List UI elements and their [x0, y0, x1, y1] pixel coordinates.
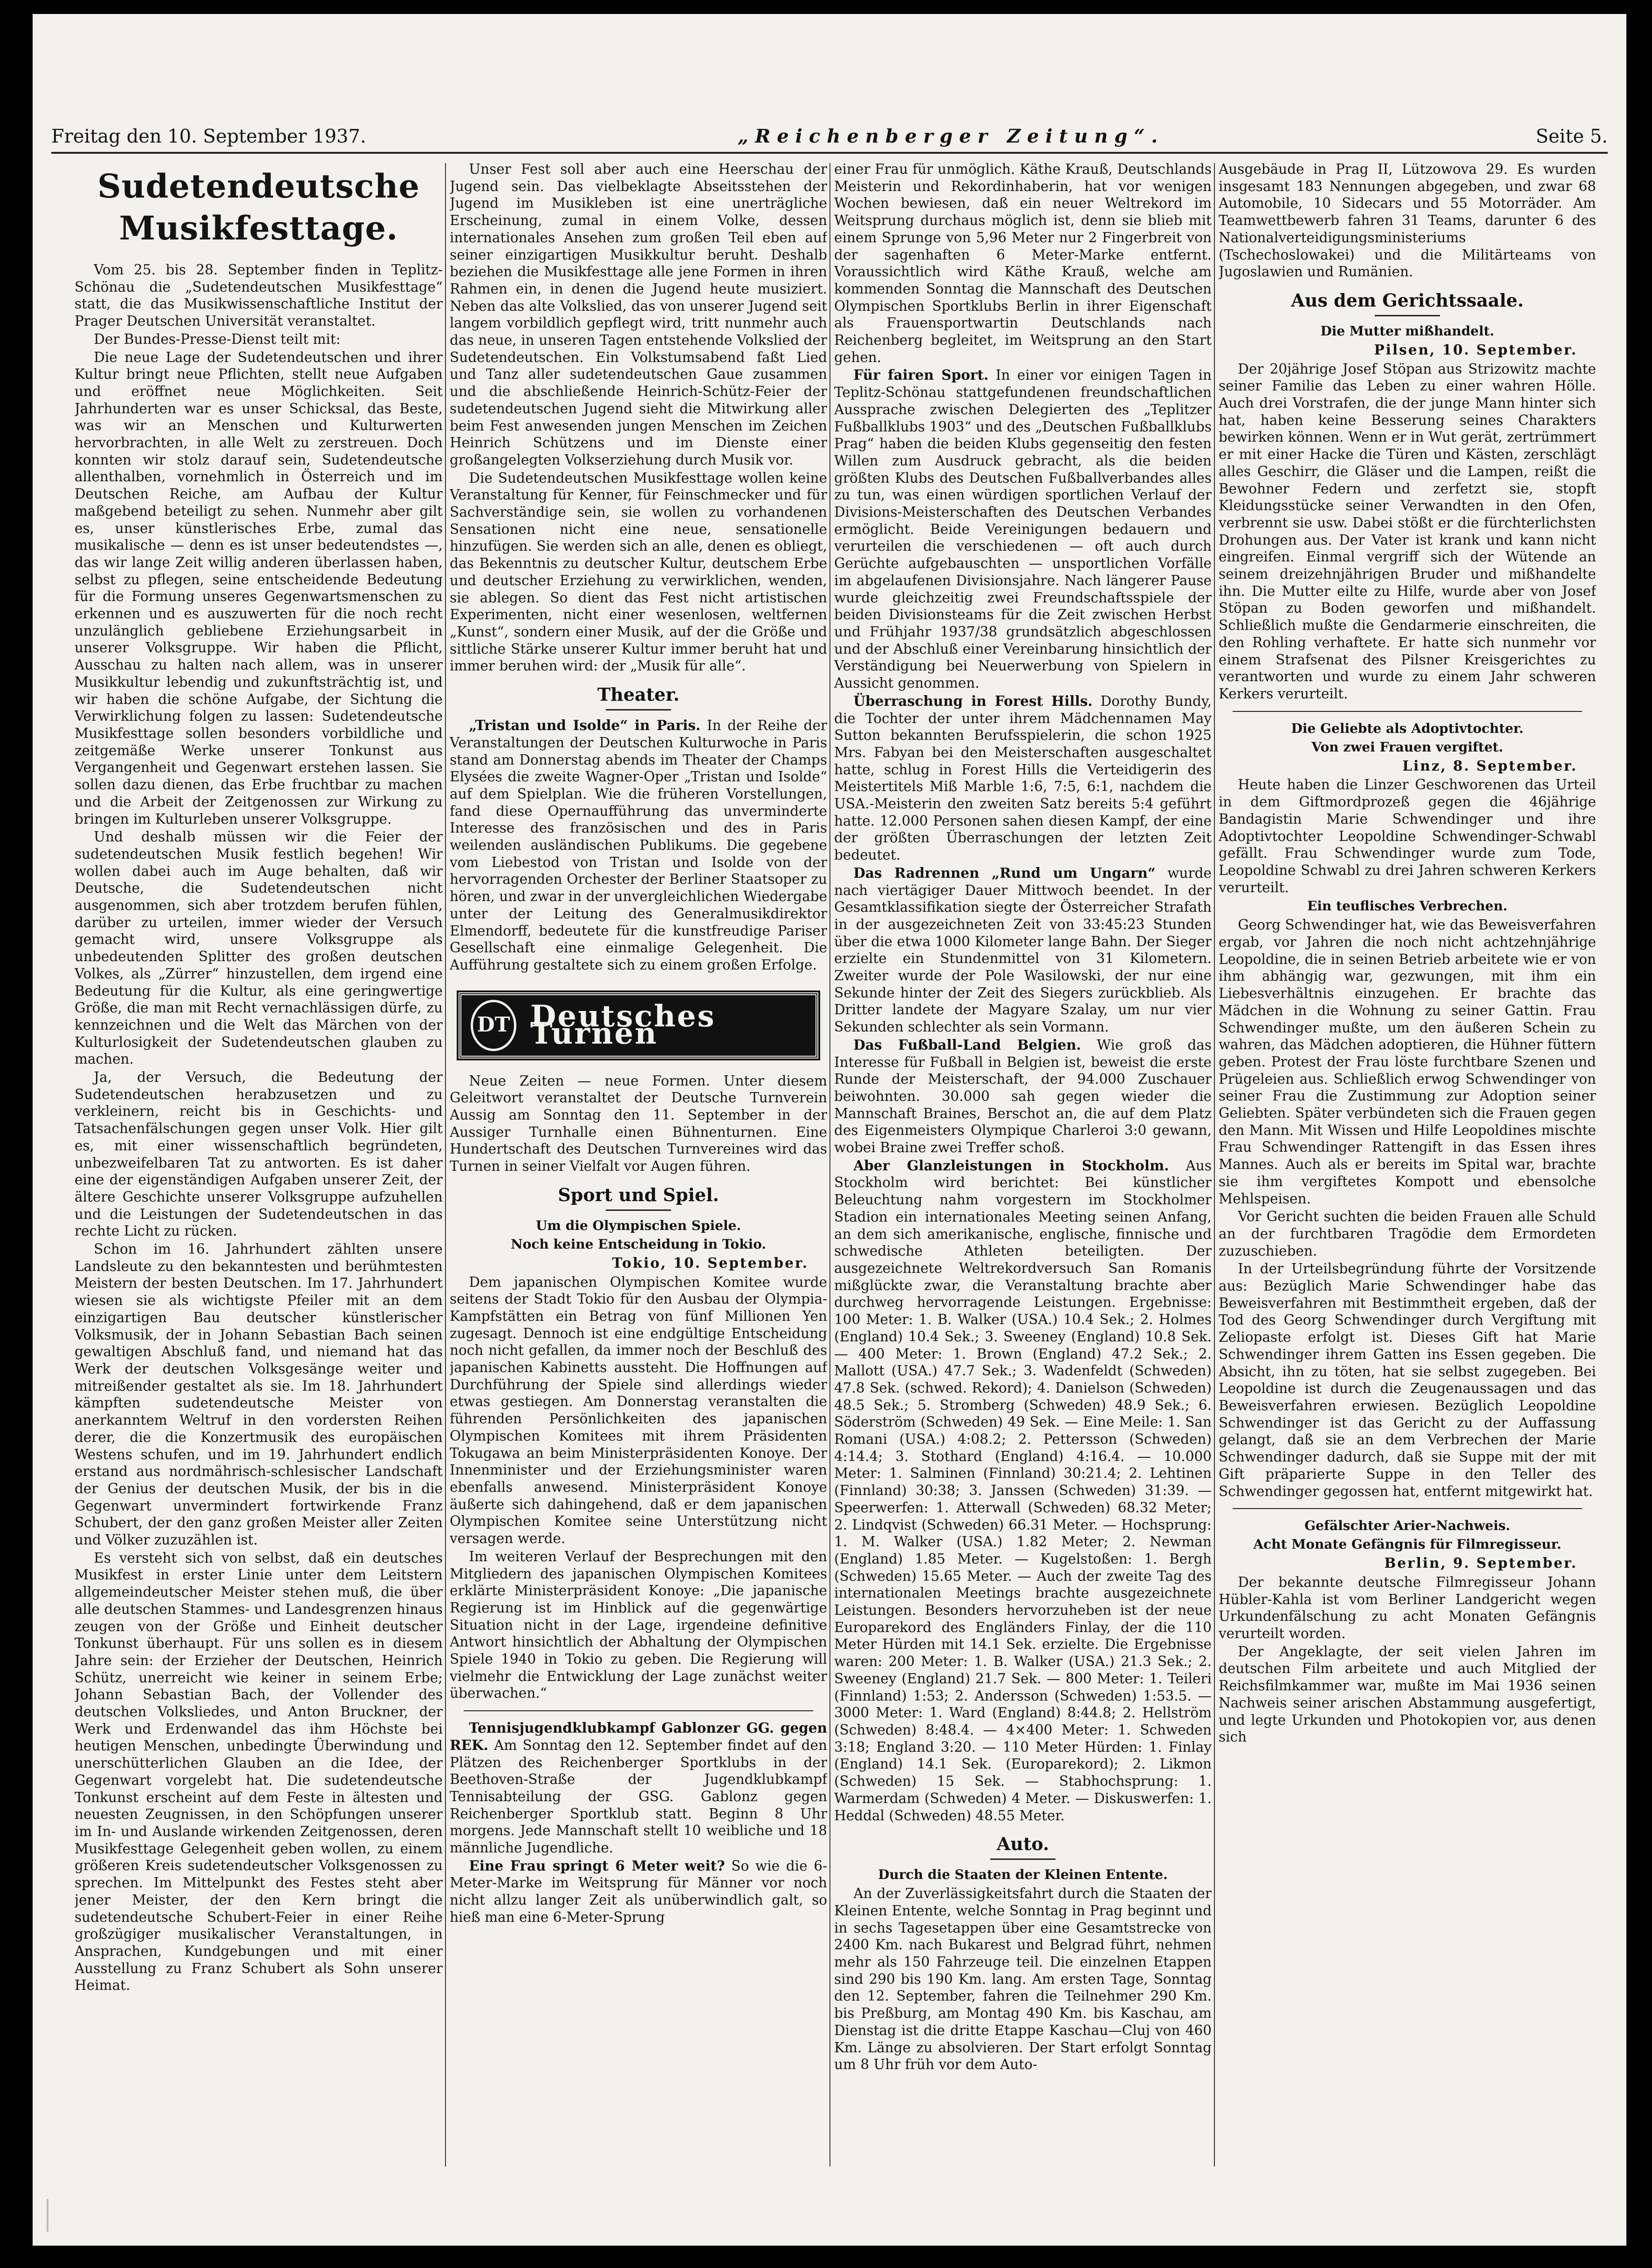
divider — [464, 1710, 813, 1711]
article-paragraph: Die Sudetendeutschen Musikfesttage wollen keine Veranstaltung für Kenner, für Feinschmecker und für Sachverständige sein, sie wollen zu vorhandenen Sensationen nicht eine neue, sensationelle hinzufügen. Sie werden sich an alle, denen es obliegt, das Bekenntnis zu deutscher Kultur, deutschem Erbe und deutscher Erziehung zu verwirklichen, wenden, sie ablegen. So dient das Fest nicht artistischen Experimenten, nicht einer wesenlosen, weltfernen „Kunst“, sondern einer Musik, auf der die Größe und sittliche Stärke unserer Kultur immer beruht hat und immer beruhen wird: der „Musik für alle“. — [450, 470, 827, 674]
article-text: Am Sonntag den 12. September findet auf den Plätzen des Reichenberger Sportklubs in der Beethoven-Straße der Jugendklubkampf Tennisabteilung der GSG. Gablonz gegen Reichenberger Sportklub statt. Beginn 8 Uhr morgens. Jede Mannschaft stellt 10 weibliche und 18 männliche Jugendliche. — [450, 1737, 827, 1856]
column-4 — [1219, 161, 1596, 2164]
dateline: Linz, 8. September. — [1402, 757, 1577, 774]
margin-mark — [47, 2199, 48, 2232]
article-text: Georg Schwendinger hat, wie das Beweisverfahren ergab, vor Jahren die noch nicht achtzehnjährige Leopoldine, die in seinen Betrieb arbeitete wie er von ihm abhängig war, gezwungen, mit ihm ein Liebesverhältnis einzugehen. Er brachte das Mädchen in die Wohnung zu seiner Gattin. Frau Schwendinger mußte, um den äußeren Schein zu wahren, das Mädchen adoptieren, die Hühner füttern geben. Protest der Frau löste furchtbare Szenen und Prügeleien aus. Schließlich erwog Schwendinger von seiner Frau die Zustimmung zur Adoption seiner Geliebten. Später verbündeten sich die Frauen gegen den Mann. Mit Wissen und Hilfe Leopoldines mischte Frau Schwendinger Rattengift in das Essen ihres Mannes. Auch als er bereits im Spital war, brachte sie ihm vergiftetes Kompott und ebensolche Mehlspeisen. — [1219, 917, 1596, 1207]
article-text: In der Urteilsbegründung führte der Vorsitzende aus: Bezüglich Marie Schwendinger habe das Beweisverfahren mit Bestimmtheit ergeben, daß der Tod des Georg Schwendinger durch Vergiftung mit Zeliopaste erfolgt ist. Dieses Gift hat Marie Schwendinger ihrem Gatten ins Essen gegeben. Die Absicht, ihn zu töten, hat sie selbst zugegeben. Bei Leopoldine ist durch die Zeugenaussagen und das Beweisverfahren erwiesen. Bezüglich Leopoldine Schwendinger ist das Gericht zu der Auffassung gelangt, daß sie an dem Verbrechen der Marie Schwendinger dadurch, daß sie Suppe mit der mit Gift präparierte Suppe in den Teller des Schwendinger gegossen hat, entfernt mitgewirkt hat. — [1219, 1261, 1596, 1499]
article-title: Die Mutter mißhandelt. — [1320, 323, 1494, 339]
article-title: Für fairen Sport. — [853, 367, 989, 383]
article-text: Dem japanischen Olympischen Komitee wurde seitens der Stadt Tokio für den Ausbau der Olympia-Kampfstätten ein Betrag von fünf Millionen Yen zugesagt. Dennoch ist eine endgültige Entscheidung noch nicht gefallen, da immer noch der Beschluß des japanischen Kabinetts aussteht. Die Hoffnungen auf Durchführung der Spiele sind allerdings wieder etwas gestiegen. Am Donnerstag veranstalten die führenden Persönlichkeiten des japanischen Olympischen Komitees mit ihrem Präsidenten Tokugawa an beim Ministerpräsidenten Konoye. Der Innenminister und der Erziehungsminister waren ebenfalls anwesend. Ministerpräsident Konoye äußerte sich dahingehend, daß er dem japanischen Olympischen Komitee seine Unterstützung nicht versagen werde. — [450, 1274, 827, 1547]
page-header — [51, 121, 1608, 154]
section-heading-sport: Sport und Spiel. — [558, 1184, 719, 1205]
heading-underline — [1375, 315, 1440, 316]
heading-underline — [606, 1209, 671, 1211]
article-text: Im weiteren Verlauf der Besprechungen mit den Mitgliedern des japanischen Olympischen Komitees erklärte Ministerpräsident Konoye: „Die japanische Regierung ist im Hinblick auf die gegenwärtige Situation nicht in der Lage, irgendeine definitive Antwort hinsichtlich der Abhaltung der Olympischen Spiele 1940 in Tokio zu geben. Die Regierung will vielmehr die Entwicklung der Lage zunächst weiter überwachen.“ — [450, 1548, 827, 1701]
article-subtitle: Ein teuflisches Verbrechen. — [1307, 898, 1508, 914]
article-text: Der bekannte deutsche Filmregisseur Johann Hübler-Kahla ist vom Berliner Landgericht wegen Urkundenfälschung zu acht Monaten Gefängnis verurteilt worden. — [1219, 1574, 1596, 1642]
article-title: Das Fußball-Land Belgien. — [853, 1036, 1081, 1053]
article-text: In einer vor einigen Tagen in Teplitz-Schönau stattgefundenen freundschaftlichen Aussprache zwischen Delegierten des „Teplitzer Fußballklubs 1903“ und des „Deutschen Fußballklubs Prag“ haben die beiden Klubs gegenseitig den festen Willen zum Ausdruck gebracht, als die beiden größten Klubs des Deutschen Fußballverbandes alles zu tun, was einen würdigen sportlichen Verlauf der Divisions-Meisterschaften des Deutschen Verbandes ermöglicht. Beide Vereinigungen bedauern und verurteilen die verschiedenen — oft auch durch Gerüchte aufgebauschten — unsportlichen Vorfälle im abgelaufenen Divisionsjahre. Nach längerer Pause wurde gleichzeitig zwei Freundschaftsspiele der beiden Divisionsteams für die Zeit zwischen Herbst und Frühjahr 1937/38 grundsätzlich abgeschlossen und der Abschluß einer Vereinbarung hinsichtlich der Verständigung bei Neuerwerbung von Spielern in Aussicht genommen. — [834, 367, 1212, 691]
article-text: Aus Stockholm wird berichtet: Bei künstlicher Beleuchtung nahm vorgestern im Stockholmer Stadion ein internationales Meeting seinen Anfang, an dem sich amerikanische, englische, finnische und schwedische Athleten beteiligten. Der ausgezeichnete Weltrekordversuch San Romanis mißglückte zwar, die Veranstaltung brachte aber durchweg hervorragende Leistungen. Ergebnisse: 100 Meter: 1. B. Walker (USA.) 10.4 Sek.; 2. Holmes (England) 10.4 Sek.; 3. Sweeney (England) 10.8 Sek. — 400 Meter: 1. Brown (England) 47.2 Sek.; 2. Mallott (USA.) 47.7 Sek.; 3. Wadenfeldt (Schweden) 47.8 Sek. (schwed. Rekord); 4. Danielson (Schweden) 48.5 Sek.; 5. Stromberg (Schweden) 48.9 Sek.; 6. Söderström (Schweden) 49 Sek. — Eine Meile: 1. San Romani (USA.) 4:08.2; 2. Pettersson (Schweden) 4:14.4; 3. Stothard (England) 4:16.4. — 10.000 Meter: 1. Salminen (Finnland) 30:21.4; 2. Lehtinen (Finnland) 30:38; 3. Janssen (Schweden) 31:39. — Speerwerfen: 1. Atterwall (Schweden) 68.32 Meter; 2. Lindqvist (Schweden) 66.31 Meter. — Hochsprung: 1. M. Walker (USA.) 1.82 Meter; 2. Newman (England) 1.85 Meter. — Kugelstoßen: 1. Bergh (Schweden) 15.65 Meter. — Auch der zweite Tag des internationalen Meetings brachte ausgezeichnete Leistungen. Besonders hervorzuheben ist der neue Europarekord des Engländers Finlay, der die 110 Meter Hürden mit 14.1 Sek. erzielte. Die Ergebnisse waren: 200 Meter: 1. B. Walker (USA.) 21.3 Sek.; 2. Sweeney (England) 21.7 Sek. — 800 Meter: 1. Teileri (Finnland) 1:53; 2. Andersson (Schweden) 1:53.5. — 3000 Meter: 1. Ward (England) 8:44.8; 2. Hellström (Schweden) 8:48.4. — 4×400 Meter: 1. Schweden 3:18; England 3:20. — 110 Meter Hürden: 1. Finlay (England) 14.1 Sek. (Europarekord); 2. Likmon (Schweden) 15 Sek. — Stabhochsprung: 1. Warmerdam (Schweden) 4 Meter. — Diskuswerfen: 1. Heddal (Schweden) 48.55 Meter. — [834, 1157, 1212, 1824]
banner-title: Deutsches Turnen — [530, 998, 716, 1051]
article-title: Gefälschter Arier-Nachweis. — [1304, 1518, 1510, 1534]
article-title: Tennisjugendklubkampf Gablonzer GG. gegen REK. — [450, 1720, 827, 1753]
article-paragraph: Es versteht sich von selbst, daß ein deutsches Musikfest in erster Linie unter dem Leitstern allgemeindeutscher Meister stehen muß, die über alle deutschen Stammes- und Landesgrenzen hinaus zeugen von der Größe und Einheit deutscher Tonkunst überhaupt. Für uns sollen es in diesem Jahre sein: der Erzieher der Deutschen, Heinrich Schütz, unerreicht wie keiner in seinem Erbe; Johann Sebastian Bach, der Vollender des deutschen Volksliedes, und Anton Bruckner, der Werk und Erdenwandel das ihm Höchste bei heutigen Menschen, unbedingte Überwindung und unerschütterlichen Glauben an die Idee, der Gegenwart vorgelebt hat. Die sudetendeutsche Tonkunst erscheint auf dem Feste in ältesten und neuesten Zeugnissen, in den Schöpfungen unserer im In- und Auslande wirkenden Zeitgenossen, deren Musikfesttage Gelegenheit geben wollen, zu einem größeren Kreis sudetendeutscher Volksgenossen zu sprechen. Im Mittelpunkt des Festes steht aber jener Meister, der den Kern bringt die sudetendeutsche Schubert-Feier in einer Reihe großzügiger musikalischer Veranstaltungen, in Ansprachen, Kundgebungen und mit einer Ausstellung zu Franz Schubert als Sohn unserer Heimat. — [75, 1550, 443, 1994]
article-text: Vor Gericht suchten die beiden Frauen alle Schuld an der furchtbaren Tragödie dem Ermordeten zuzuschieben. — [1219, 1209, 1596, 1259]
article-text: einer Frau für unmöglich. Käthe Krauß, Deutschlands Meisterin und Rekordinhaberin, hat vor wenigen Wochen bewiesen, daß ein neuer Weltrekord im Weitsprung durchaus möglich ist, denn sie blieb mit einem Sprunge von 5,96 Meter nur 2 Fingerbreit von der sagenhaften 6 Meter-Marke entfernt. Voraussichtlich wird Käthe Krauß, welche am kommenden Sonntag die Mannschaft des Deutschen Olympischen Sportklubs Berlin in ihrer Eigenschaft als Frauensportwartin Deutschlands nach Reichenberg begleitet, im Weitsprung an den Start gehen. — [834, 161, 1212, 365]
article-paragraph: Die neue Lage der Sudetendeutschen und ihrer Kultur bringt neue Pflichten, stellt neue Aufgaben und eröffnet neue Möglichkeiten. Seit Jahrhunderten war es unser Schicksal, das Beste, was wir an Menschen und Kulturwerten hervorbrachten, in alle Welt zu zerstreuen. Doch konnten wir stolz darauf sein, Sudetendeutsche allenthalben, vornehmlich in Österreich und im Deutschen Reiche, am Aufbau der Kultur maßgebend beteiligt zu sehen. Nunmehr aber gilt es, unser künstlerisches Erbe, zumal das musikalische — denn es ist unser bedeutendstes —, das wir lange Zeit willig anderen überlassen haben, selbst zu pflegen, seine entscheidende Bedeutung für die Formung unseres Gegenwartsmenschen zu erkennen und es auszuwerten für die noch recht unzulänglich gebliebene Erziehungsarbeit in unserer Volksgruppe. Wir haben die Pflicht, Ausschau zu halten nach allem, was in unserer Musikkultur lebendig und zukunftsträchtig ist, und wir haben die schöne Aufgabe, der Sichtung die Verwirklichung folgen zu lassen: Sudetendeutsche Musikfesttage sollen besonders vorbildliche und zeitgemäße Werke unserer Tonkunst aus Vergangenheit und Gegenwart erstehen lassen. Sie sollen dazu dienen, das Erbe fruchtbar zu machen und die Arbeit der Zeitgenossen zur Wirkung zu bringen im Kulturleben unserer Volksgruppe. — [75, 349, 443, 827]
article-subtitle: Noch keine Entscheidung in Tokio. — [510, 1236, 767, 1252]
column-2 — [450, 161, 827, 2164]
heading-underline — [606, 709, 671, 710]
article-paragraph: Und deshalb müssen wir die Feier der sudetendeutschen Musik festlich begehen! Wir wollen dabei auch im Auge behalten, daß wir Deutsche, die Sudetendeutschen nicht ausgenommen, sich aber trotzdem berufen fühlen, darüber zu urteilen, immer wieder der Versuch gemacht wird, unsere Volksgruppe als unbedeutenden Splitter des großen deutschen Volkes, als „Zürrer“ hinzustellen, dem irgend eine Bedeutung für die Kultur, als eine geringwertige Größe, die man mit Recht vernachlässigen dürfe, zu kennzeichnen und die Welt das Märchen von der Kulturlosigkeit der Sudetendeutschen glauben zu machen. — [75, 829, 443, 1067]
article-paragraph: Schon im 16. Jahrhundert zählten unsere Landsleute zu den bekanntesten und berühmtesten Meistern der besten Deutschen. Im 17. Jahrhundert wiesen sie als wichtigste Pfeiler mit an dem einzigartigen Bau deutscher künstlerischer Volksmusik, der in Johann Sebastian Bach seinen gewaltigen Abschluß fand, und niemand hat das Werk der deutschen Volksgesänge weiter und mitreißender gestaltet als sie. Im 18. Jahrhundert kämpften sudetendeutsche Meister von anerkanntem Weltruf in den vordersten Reihen derer, die die Konzertmusik des europäischen Westens schufen, und im 19. Jahrhundert endlich erstand aus nordmährisch-schlesischer Landschaft der Genius der deutschen Musik, der bis in die Gegenwart unvermindert fortwirkende Franz Schubert, der den ganz großen Meister aller Zeiten und Völker zuzuzählen ist. — [75, 1241, 443, 1548]
article-title: Überraschung in Forest Hills. — [853, 692, 1093, 709]
column-rule — [1214, 163, 1215, 2166]
article-subtitle: Acht Monate Gefängnis für Filmregisseur. — [1253, 1537, 1562, 1552]
article-text: wurde nach viertägiger Dauer Mittwoch beendet. In der Gesamtklassifikation siegte der Österreicher Strafath in der ausgezeichneten Zeit von 33:45:23 Stunden über die etwa 1000 Kilometer lange Bahn. Der Sieger erzielte ein Stundenmittel von 31 Kilometern. Zweiter wurde der Pole Wasilowski, der nur eine Sekunde hinter der Zeit des Siegers zurückblieb. Als Dritter landete der Magyare Szalay, um nur vier Sekunden schlechter als sein Vormann. — [834, 865, 1212, 1035]
newspaper-page — [33, 14, 1626, 2246]
article-paragraph: Unser Fest soll aber auch eine Heerschau der Jugend sein. Das vielbeklagte Abseitsstehen der Jugend im Musikleben ist eine unerträgliche Erscheinung, zumal in einem Volke, dessen internationales Ansehen zum großen Teil eben auf seiner einzigartigen Musikkultur beruht. Deshalb beziehen die Musikfesttage alle jene Formen in ihren Rahmen ein, in denen die Jugend heute musiziert. Neben das alte Volkslied, das von unserer Jugend seit langem vorbildlich gepflegt wird, tritt nunmehr auch das neue, in unseren Tagen entstehende Volkslied der Sudetendeutschen. Ein Volkstumsabend faßt Lied und Tanz aller sudetendeutschen Gaue zusammen und die abschließende Heinrich-Schütz-Feier der sudetendeutschen Jugend sieht die Mitwirkung aller beim Fest anwesenden jungen Menschen im Zeichen Heinrich Schützens und im Dienste einer großangelegten Volkserziehung durch Musik vor. — [450, 161, 827, 468]
article-text: Heute haben die Linzer Geschworenen das Urteil in dem Giftmordprozeß gegen die 46jährige Bandagistin Marie Schwendinger und ihre Adoptivtochter Leopoldine Schwendinger-Schwabl gefällt. Frau Schwendinger wurde zum Tode, Leopoldine Schwabl zu drei Jahren schweren Kerkers verurteilt. — [1219, 777, 1596, 895]
article-title: „Tristan und Isolde“ in Paris. — [469, 717, 701, 734]
article-text: Neue Zeiten — neue Formen. Unter diesem Geleitwort veranstaltet der Deutsche Turnverein Aussig am Sonntag den 11. September in der Aussiger Turnhalle einen Bühnenturnen. Eine Hundertschaft des Deutschen Turnvereines wird das Turnen in seiner Vielfalt vor Augen führen. — [450, 1073, 827, 1175]
article-title: Eine Frau springt 6 Meter weit? — [469, 1857, 725, 1874]
column-1 — [75, 161, 443, 2164]
column-rule — [445, 163, 446, 2166]
article-text: In der Reihe der Veranstaltungen der Deutschen Kulturwoche in Paris stand am Donnerstag abends im Theater der Champs Elysées die zweite Wagner-Oper „Tristan und Isolde“ auf dem Spielplan. Wie die früheren Vorstellungen, fand diese Opernaufführung das unverminderte Interesse des französischen und des in Paris weilenden ausländischen Publikums. Die gegebene vom Liebestod von Tristan und Isolde von der hervorragenden Orchester der Berliner Staatsoper zu hören, und zwar in der unvergleichlichen Wiedergabe unter der Leitung des Generalmusikdirektor Elmendorff, bedeutete für die kunstfreudige Pariser Gesellschaft eine einmalige Gelegenheit. Die Aufführung gestaltete sich zu einem großen Erfolge. — [450, 717, 827, 973]
header-newspaper-title: „Reichenberger Zeitung“. — [737, 125, 1165, 147]
article-title: Um die Olympischen Spiele. — [535, 1217, 741, 1233]
divider — [1233, 1508, 1582, 1509]
article-text: Der Angeklagte, der seit vielen Jahren im deutschen Film arbeitete und auch Mitglied der Reichsfilmkammer war, mußte im Mai 1936 seinen Nachweis seiner arischen Abstammung ausgefertigt, und legte Urkunden und Photokopien vor, aus denen sich — [1219, 1643, 1596, 1745]
column-3 — [834, 161, 1212, 2164]
section-heading-auto: Auto. — [996, 1833, 1049, 1855]
article-title: Das Radrennen „Rund um Ungarn“ — [853, 864, 1156, 881]
article-title: Aber Glanzleistungen in Stockholm. — [853, 1157, 1169, 1174]
deutsches-turnen-banner — [459, 992, 818, 1059]
article-text: Der 20jährige Josef Stöpan aus Strizowitz machte seiner Familie das Leben zu einer wahren Hölle. Auch drei Vorstrafen, die der junge Mann hinter sich hat, haben keine Besserung seines Charakters bewirken können. Wenn er in Wut gerät, zertrümmert er mit einer Hacke die Türen und Kästen, zerschlägt alles Geschirr, die Gläser und die Lampen, reißt die Bewohner Federn und zerfetzt sie, stopft Kleidungsstücke seiner Verwandten in den Ofen, verbrennt sie usw. Dabei stößt er die fürchterlichsten Drohungen aus. Der Vater ist krank und kann nicht eingreifen. Einmal vergriff sich der Wütende an seinem dreizehnjährigen Bruder und mißhandelte ihn. Die Mutter eilte zu Hilfe, wurde aber von Josef Stöpan zu Boden geworfen und mißhandelt. Schließlich mußte die Gendarmerie einschreiten, die den Rohling verhaftete. Er hatte sich nunmehr vor einem Strafsenat des Pilsner Kreisgerichtes zu verantworten und wurde zu einem Jahr schweren Kerkers verurteilt. — [1219, 361, 1596, 702]
article-text: Ausgebäude in Prag II, Lützowova 29. Es wurden insgesamt 183 Nennungen abgegeben, und zwar 68 Automobile, 10 Sidecars und 55 Motorräder. Am Teamwettbewerb fahren 31 Teams, darunter 6 des Nationalverteidigungsministeriums (Tschechoslowakei) und die Militärteams von Jugoslawien und Rumänien. — [1219, 161, 1596, 280]
article-paragraph: Ja, der Versuch, die Bedeutung der Sudetendeutschen herabzusetzen und zu verkleinern, reicht bis in Geschichts- und Tatsachenfälschungen gegen unser Volk. Hier gilt es, mit einer wissenschaftlich begründeten, unbezweifelbaren Tat zu antworten. Es ist daher eine der eigenständigen Aufgaben unserer Zeit, der ältere Geschichte unserer Volksgruppe aufzuhellen und die Leistungen der Sudetendeutschen in das rechte Licht zu rücken. — [75, 1069, 443, 1239]
heading-underline — [990, 1858, 1056, 1860]
dateline: Berlin, 9. September. — [1384, 1555, 1577, 1571]
section-heading-theater: Theater. — [597, 684, 680, 705]
article-paragraph: Vom 25. bis 28. September finden in Teplitz-Schönau die „Sudetendeutschen Musikfesttage“ statt, die das Musikwissenschaftliche Institut der Prager Deutschen Universität veranstaltet. — [75, 262, 443, 329]
header-page-number: Seite 5. — [1535, 126, 1608, 147]
turnen-emblem-icon: DT — [471, 1000, 516, 1051]
article-text: An der Zuverlässigkeitsfahrt durch die Staaten der Kleinen Entente, welche Sonntag in Prag beginnt und in sechs Tagesetappen über eine Gesamtstrecke von 2400 Km. nach Bukarest und Belgrad führt, nehmen mehr als 150 Fahrzeuge teil. Die einzelnen Etappen sind 290 bis 190 Km. lang. Am ersten Tage, Sonntag den 12. September, fahren die Teilnehmer 290 Km. bis Preßburg, am Montag 490 Km. bis Kaschau, am Dienstag ist die dritte Etappe Kaschau—Cluj von 460 Km. Länge zu absolvieren. Der Start erfolgt Sonntag um 8 Uhr früh vor dem Auto- — [834, 1885, 1212, 2073]
section-heading-gericht: Aus dem Gerichtssaale. — [1291, 289, 1524, 311]
article-title: Durch die Staaten der Kleinen Entente. — [878, 1867, 1168, 1883]
dateline: Pilsen, 10. September. — [1374, 341, 1577, 358]
article-text: Dorothy Bundy, die Tochter der unter ihrem Mädchennamen May Sutton bekannten Berufsspielerin, die schon 1925 Mrs. Fabyan bei den Meisterschaften ausgeschaltet hatte, schlug in Forest Hills die Verteidigerin des Meistertitels Miß Marble 1:6, 7:5, 6:1, nachdem die USA.-Meisterin den zweiten Satz bereits 5:4 geführt hatte. 12.000 Personen sahen diesen Kampf, der eine der größten Überraschungen der letzten Zeit bedeutet. — [834, 693, 1212, 863]
article-text: So wie die 6-Meter-Marke im Weitsprung für Männer vor noch nicht allzu langer Zeit als unüberwindlich galt, so hieß man eine 6-Meter-Sprung — [450, 1858, 827, 1925]
article-paragraph: Der Bundes-Presse-Dienst teilt mit: — [94, 331, 341, 347]
main-headline: Sudetendeutsche Musikfesttage. — [97, 167, 420, 247]
article-text: Wie groß das Interesse für Fußball in Belgien ist, beweist die erste Runde der Meisterschaft, der 94.000 Zuschauer beiwohnten. 30.000 sah gegen wieder die Mannschaft Braines, Berschot an, die auf dem Platz des Eigenmeisters Olympique Charleroi 3:0 gewann, wobei Braine zwei Treffer schoß. — [834, 1037, 1212, 1156]
column-rule — [829, 163, 830, 2166]
dateline: Tokio, 10. September. — [612, 1254, 809, 1271]
divider — [1233, 711, 1582, 712]
article-subtitle: Von zwei Frauen vergiftet. — [1311, 739, 1503, 755]
article-title: Die Geliebte als Adoptivtochter. — [1291, 720, 1524, 736]
header-date: Freitag den 10. September 1937. — [51, 126, 366, 147]
